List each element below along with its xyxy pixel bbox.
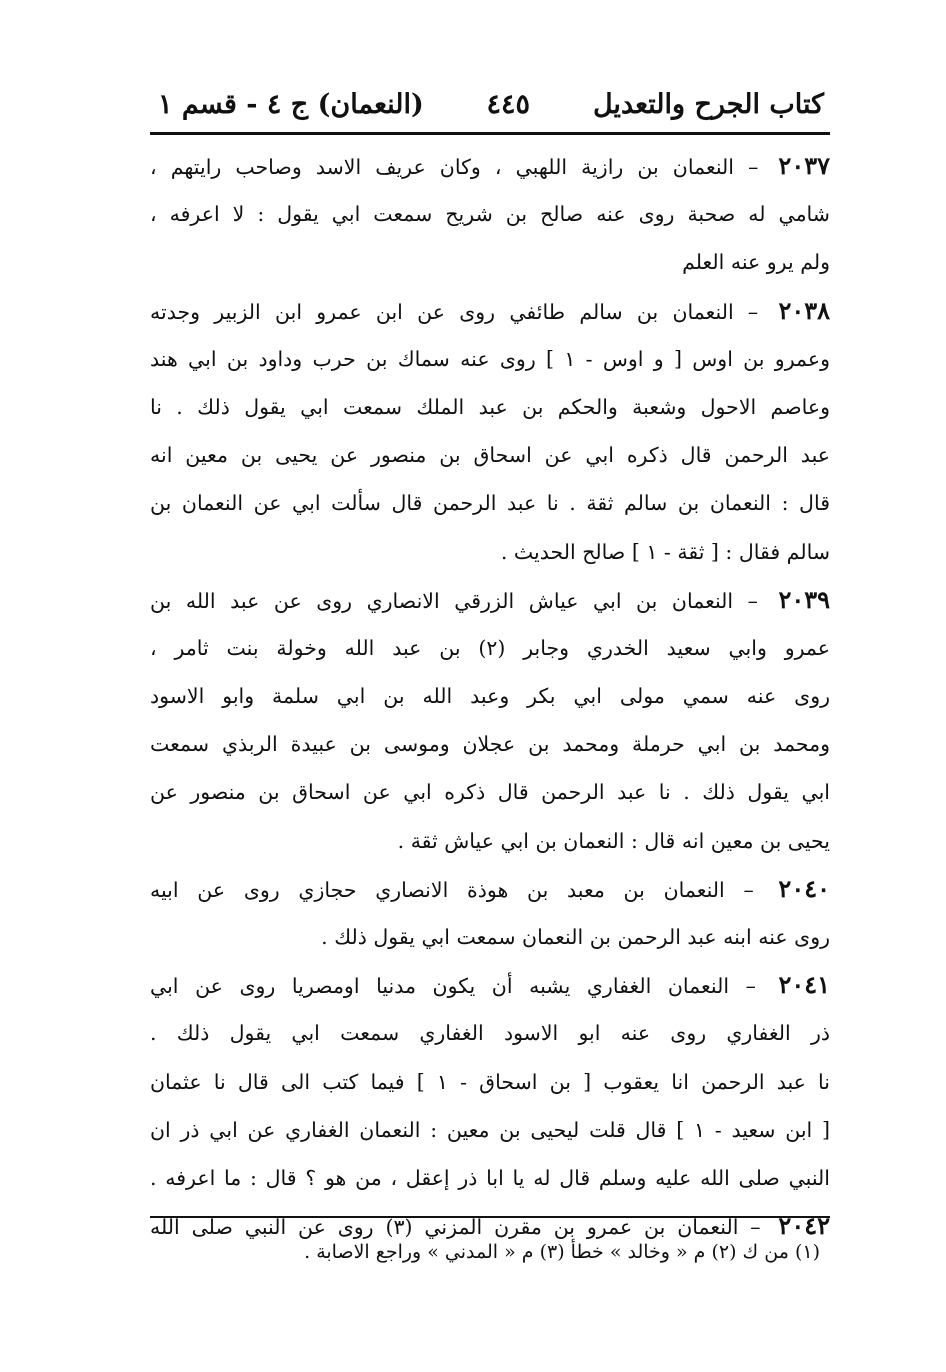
entry-text: يحيى بن معين انه قال : النعمان بن ابي عياش ثقة . [397,828,830,853]
entry-number: ٢٠٤١ [778,970,830,1000]
entry-line [150,335,830,383]
entry-line: ٢٠٤٢ – النعمان بن عمرو بن مقرن المزني (٣) روى عن النبي صلى الله [150,1211,830,1241]
entry-line [150,1058,830,1106]
page-header [150,80,830,130]
entry-line: ٢٠٣٩ – النعمان بن ابي عياش الزرقي الانصاري روى عن عبد الله بن [150,584,830,614]
entry-number: ٢٠٤٠ [778,873,830,903]
document-page [150,70,830,1310]
footnote-rule [150,1216,830,1218]
entry-line [150,768,830,816]
entry-line [150,720,830,768]
entry-line [150,190,830,238]
entry-line [150,1106,830,1154]
entry-line [150,383,830,431]
entry-text: روى عنه سمي مولى ابي بكر وعبد الله بن ابي سلمة وابو الاسود [150,684,830,709]
entry-text: النعمان بن سالم طائفي روى عن ابن عمرو ابن الزبير وجدته [150,299,734,324]
header-rule [150,132,830,135]
entry-number: ٢٠٣٨ [778,295,830,325]
entry-line [150,913,830,961]
entry-text: عمرو وابي سعيد الخدري وجابر (٢) بن عبد الله وخولة بنت ثامر ، [150,635,830,660]
entry-line [150,817,830,865]
entry-text: ولم يرو عنه العلم [682,250,830,275]
entry-text: النعمان بن رازية اللهبي ، وكان عريف الاسد وصاحب رايتهم ، [150,155,734,179]
footnote: (١) من ك (٢) م « وخالد » خطأ (٣) م « المدني » وراجع الاصابة . [304,1241,820,1263]
entry-line: ٢٠٤٠ – النعمان بن معبد بن هوذة الانصاري حجازي روى عن ابيه [150,873,830,903]
entry-line [150,528,830,576]
book-title: كتاب الجرح والتعديل [592,89,824,120]
entry-line [150,479,830,527]
entry-number: ٢٠٣٩ [778,584,830,614]
entry-line [150,431,830,479]
entry-line [150,1154,830,1202]
entry-text: وعاصم الاحول وشعبة والحكم بن عبد الملك سمعت ابي يقول ذلك . نا [150,394,830,419]
entry-text: النعمان بن ابي عياش الزرقي الانصاري روى عن عبد الله بن [150,588,734,613]
entry-text: نا عبد الرحمن انا يعقوب [ بن اسحاق - ١ ] فيما كتب الى قال نا عثمان [150,1069,830,1094]
entry-text: روى عنه ابنه عبد الرحمن بن النعمان سمعت ابي يقول ذلك . [321,925,830,949]
volume-part: (النعمان) ج ٤ - قسم ١ [158,89,424,120]
entry-line [150,238,830,286]
entry-text: النعمان بن معبد بن هوذة الانصاري حجازي روى عن ابيه [150,877,725,902]
entry-text: ابي يقول ذلك . نا عبد الرحمن قال ذكره ابي عن اسحاق بن منصور عن [150,780,830,805]
entry-line [150,672,830,720]
entry-text: وعمرو بن اوس [ و اوس - ١ ] روى عنه سماك بن حرب وداود بن ابي هند [150,346,830,371]
entry-text: شامي له صحبة روى عنه صالح بن شريح سمعت ابي يقول : لا اعرفه ، [150,202,830,227]
entry-text: ذر الغفاري روى عنه ابو الاسود الغفاري سمعت ابي يقول ذلك . [150,1021,830,1046]
page-number: ٤٤٥ [486,89,530,120]
entry-number: ٢٠٤٢ [778,1211,830,1241]
entry-text: [ ابن سعيد - ١ ] قال قلت ليحيى بن معين : النعمان الغفاري عن ابي ذر ان [150,1117,830,1142]
entry-text: النعمان بن عمرو بن مقرن المزني (٣) روى عن النبي صلى الله [150,1215,739,1240]
entry-number: ٢٠٣٧ [778,151,830,180]
entry-line [150,1009,830,1057]
entry-line: ٢٠٤١ – النعمان الغفاري يشبه أن يكون مدنيا اومصريا روى عن ابي [150,970,830,1000]
entries-list [150,142,830,1250]
entry-text: سالم فقال : [ ثقة - ١ ] صالح الحديث . [500,539,830,564]
entry-line [150,624,830,672]
entry-text: قال : النعمان بن سالم ثقة . نا عبد الرحمن قال سألت ابي عن النعمان بن [150,491,830,516]
entry-text: النبي صلى الله عليه وسلم قال له يا ابا ذر إعقل ، من هو ؟ قال : ما اعرفه . [150,1165,830,1190]
entry-text: النعمان الغفاري يشبه أن يكون مدنيا اومصريا روى عن ابي [150,974,730,999]
entry-line: ٢٠٣٧ – النعمان بن رازية اللهبي ، وكان عريف الاسد وصاحب رايتهم ، [150,151,830,180]
entry-text: عبد الرحمن قال ذكره ابي عن اسحاق بن منصور عن يحيى بن معين انه [150,443,830,468]
entry-text: ومحمد بن ابي حرملة ومحمد بن عجلان وموسى بن عبيدة الربذي سمعت [150,732,830,757]
entry-line: ٢٠٣٨ – النعمان بن سالم طائفي روى عن ابن عمرو ابن الزبير وجدته [150,295,830,325]
